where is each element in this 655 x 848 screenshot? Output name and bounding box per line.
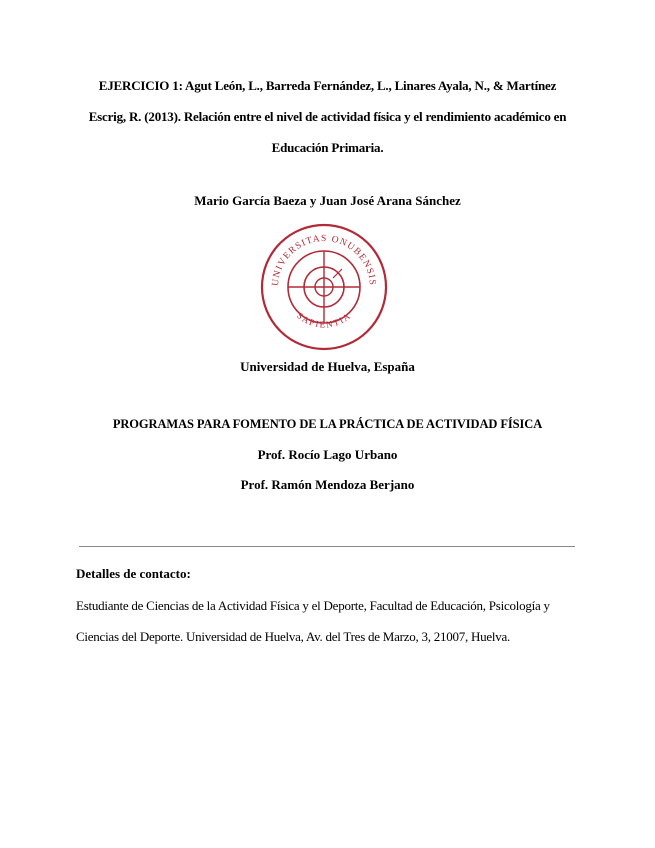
contact-line: Estudiante de Ciencias de la Actividad Física y el Deporte, Facultad de Educación, Psicología y <box>76 598 550 613</box>
program-title: PROGRAMAS PARA FOMENTO DE LA PRÁCTICA DE ACTIVIDAD FÍSICA <box>112 417 543 431</box>
divider <box>79 546 575 547</box>
seal-bottom-text: SAPIENTIA <box>294 310 354 330</box>
contact-line: Ciencias del Deporte. Universidad de Huelva, Av. del Tres de Marzo, 3, 21007, Huelva. <box>76 629 511 644</box>
university-name: Universidad de Huelva, España <box>240 359 415 374</box>
professor-name: Prof. Rocío Lago Urbano <box>257 447 398 462</box>
title-line: EJERCICIO 1: Agut León, L., Barreda Fernández, L., Linares Ayala, N., & Martínez <box>98 78 557 93</box>
university-seal-icon <box>259 222 389 352</box>
title-line: Escrig, R. (2013). Relación entre el nivel de actividad física y el rendimiento académico en <box>88 109 567 124</box>
contact-details <box>76 590 581 652</box>
title-line: Educación Primaria. <box>271 140 384 155</box>
professor-name: Prof. Ramón Mendoza Berjano <box>240 477 415 492</box>
seal-top-text: UNIVERSITAS ONUBENSIS <box>270 233 378 287</box>
contact-heading: Detalles de contacto: <box>76 566 191 581</box>
authors: Mario García Baeza y Juan José Arana Sánchez <box>194 193 461 208</box>
exercise-title <box>70 70 585 163</box>
